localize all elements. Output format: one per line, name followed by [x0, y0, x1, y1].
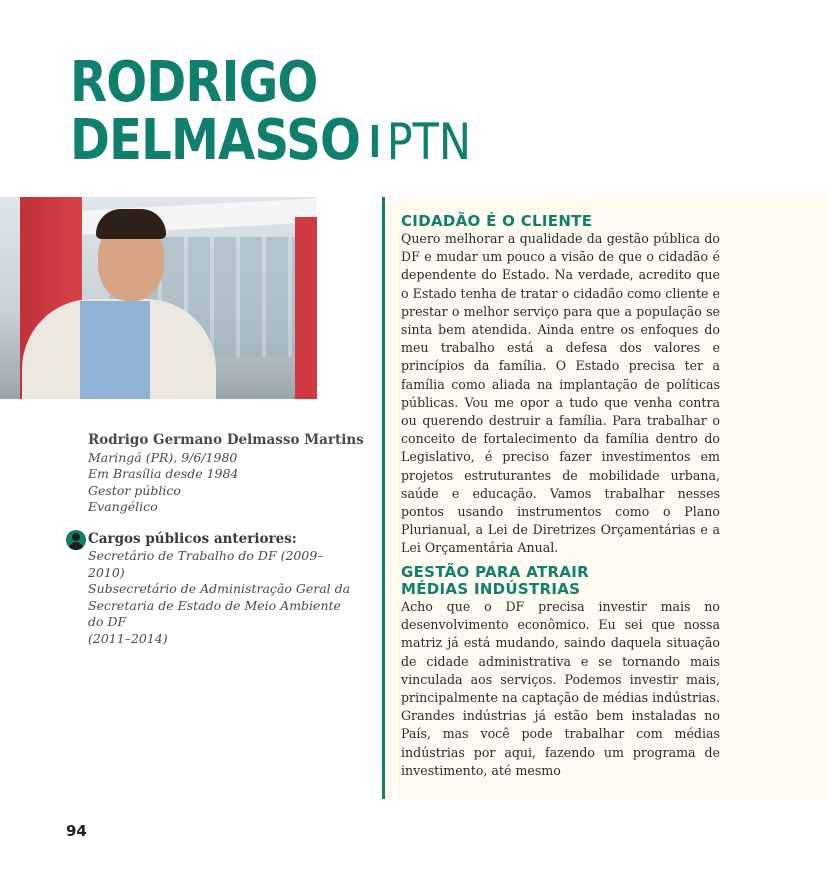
panel-rule [382, 197, 385, 799]
residence-info: Em Brasília desde 1984 [88, 466, 239, 481]
party-label [372, 113, 471, 171]
section-industries [401, 564, 720, 780]
profession-info: Gestor público [88, 482, 181, 498]
previous-post-line: Subsecretário de Administração Geral da [88, 581, 351, 596]
candidate-photo [0, 197, 317, 399]
party-name: PTN [386, 113, 472, 171]
section-heading-line1: GESTÃO PARA ATRAIR [401, 563, 589, 581]
candidate-name-title [70, 50, 472, 173]
person-icon [66, 530, 86, 550]
party-divider [372, 125, 378, 157]
section-heading: CIDADÃO É O CLIENTE [401, 212, 593, 230]
section-body: Acho que o DF precisa investir mais no desenvolvimento econômico. Eu sei que nossa matriz já está mudando, saindo daquela situação de cidade administrativa e se tornando mais vinculada aos serviços. Podemos investir mais, principalmente na captação de médias indústrias. Grandes indústrias já estão bem instaladas no País, mas você pode trabalhar com médias indústrias por aqui, fazendo um programa de investimento, até mesmo [401, 599, 720, 778]
full-name: Rodrigo Germano Delmasso Martins [88, 432, 364, 448]
section-citizen-client [401, 213, 720, 558]
previous-post-line: (2011–2014) [88, 630, 168, 646]
previous-posts [66, 530, 356, 647]
first-name: RODRIGO [70, 50, 318, 115]
section-heading-line2: MÉDIAS INDÚSTRIAS [401, 580, 581, 598]
page-number: 94 [66, 822, 87, 840]
last-name: DELMASSO [70, 108, 361, 173]
previous-post-line: Secretaria de Estado de Meio Ambiente do DF [88, 597, 341, 629]
section-body: Quero melhorar a qualidade da gestão pública do DF e mudar um pouco a visão de que o cidadão é dependente do Estado. Na verdade, acredito que o Estado tenha de tratar o cidadão como cliente e prestar o melhor serviço para que a população se sinta bem atendida. Ainda entre os enfoques do meu trabalho está a defesa dos valores e princípios da família. O Estado precisa ter a família como aliada na implantação de políticas públicas. Vou me opor a tudo que venha contra ou querendo destruir a família. Para trabalhar o conceito de fortalecimento da família dentro do Legislativo, é preciso fazer investimentos em projetos estruturantes de mobilidade urbana, saúde e educação. Vamos trabalhar nesses pontos usando instrumentos como o Plano Plurianual, a Lei de Diretrizes Orçamentárias e a Lei Orçamentária Anual. [401, 231, 720, 556]
religion-info: Evangélico [88, 499, 158, 514]
previous-post-line: Secretário de Trabalho do DF (2009–2010) [88, 548, 324, 580]
previous-posts-heading: Cargos públicos anteriores: [88, 531, 297, 547]
birth-info: Maringá (PR), 9/6/1980 [88, 449, 238, 465]
bio-block [88, 432, 364, 516]
